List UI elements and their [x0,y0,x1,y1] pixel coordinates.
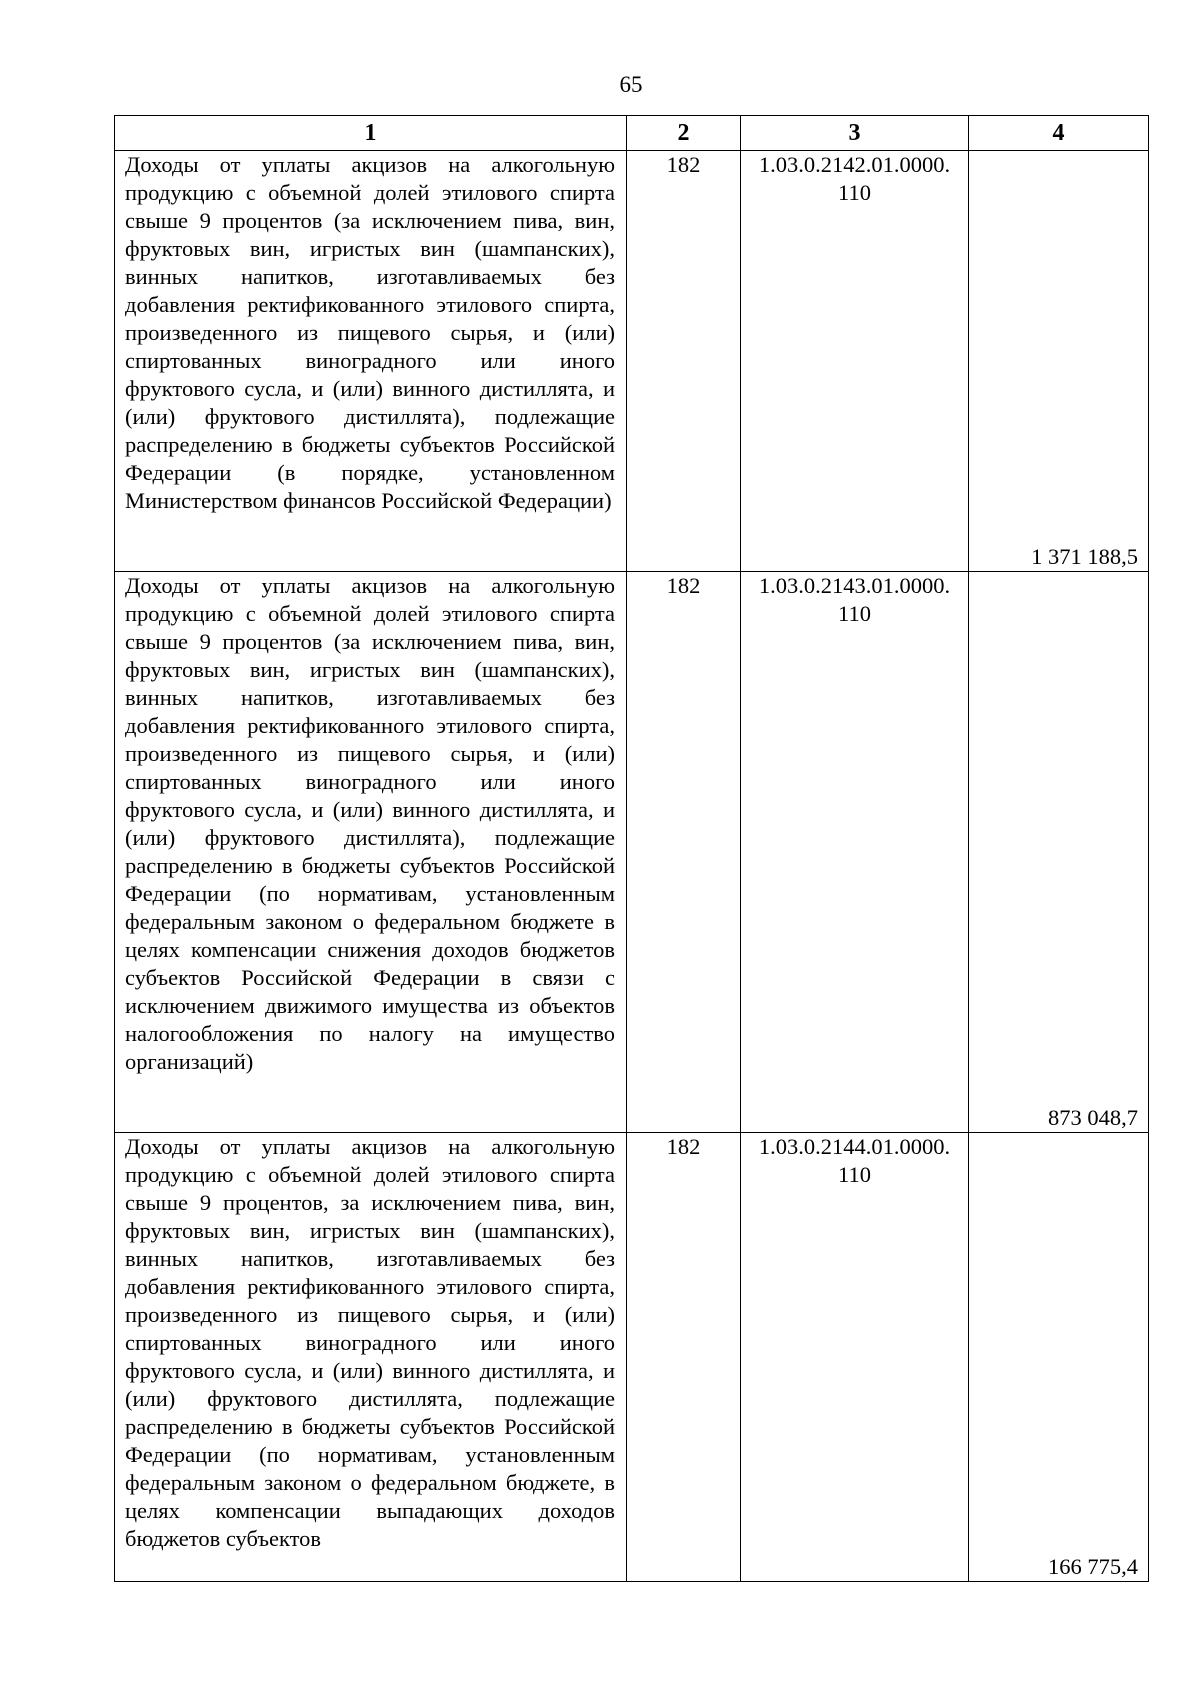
revenue-description-cell [115,151,627,572]
revenue-description-cell [115,572,627,1133]
column-header-3: 3 [741,116,969,151]
revenue-table [114,115,1149,1582]
kbk-code-line1: 1.03.0.2142.01.0000. [758,152,951,177]
kbk-code-cell [741,1133,969,1582]
page-number: 65 [619,72,643,97]
table-row [115,572,1149,1133]
amount-cell: 166 775,4 [969,1133,1149,1582]
admin-code-cell: 182 [627,1133,741,1582]
column-header-1: 1 [115,116,627,151]
table-row [115,151,1149,572]
revenue-description: Доходы от уплаты акцизов на алкогольную продукцию с объемной долей этилового спирта свыше 9 процентов (за исключением пива, вин, фруктовых вин, игристых вин (шампанских), винных напитков, изготавливаемых без добавления ректификованного этилового спирта, произведенного из пищевого сырья, и (или) спиртованных виноградного или иного фруктового сусла, и (или) винного дистиллята, и (или) фруктового дистиллята), подлежащие распределению в бюджеты субъектов Российской Федерации (в порядке, установленном Министерством финансов Российской Федерации) [125,152,615,513]
revenue-description-cell [115,1133,627,1582]
kbk-code-cell [741,151,969,572]
revenue-description: Доходы от уплаты акцизов на алкогольную продукцию с объемной долей этилового спирта свыше 9 процентов (за исключением пива, вин, фруктовых вин, игристых вин (шампанских), винных напитков, изготавливаемых без добавления ректификованного этилового спирта, произведенного из пищевого сырья, и (или) спиртованных виноградного или иного фруктового сусла, и (или) винного дистиллята, и (или) фруктового дистиллята), подлежащие распределению в бюджеты субъектов Российской Федерации (по нормативам, установленным федеральным законом о федеральном бюджете в целях компенсации снижения доходов бюджетов субъектов Российской Федерации в связи с исключением движимого имущества из объектов налогообложения по налогу на имущество организаций) [125,573,615,1074]
kbk-code-line1: 1.03.0.2144.01.0000. [758,1134,951,1159]
kbk-code-line2: 110 [838,601,871,626]
table-header-row [115,116,1149,151]
table-row [115,1133,1149,1582]
kbk-code-cell [741,572,969,1133]
kbk-code-line2: 110 [838,1162,871,1187]
column-header-4: 4 [969,116,1149,151]
kbk-code-line2: 110 [838,180,871,205]
admin-code-cell: 182 [627,151,741,572]
amount-cell: 873 048,7 [969,572,1149,1133]
revenue-description: Доходы от уплаты акцизов на алкогольную продукцию с объемной долей этилового спирта свыше 9 процентов, за исключением пива, вин, фруктовых вин, игристых вин (шампанских), винных напитков, изготавливаемых без добавления ректификованного этилового спирта, произведенного из пищевого сырья, и (или) спиртованных виноградного или иного фруктового сусла, и (или) винного дистиллята, и (или) фруктового дистиллята, подлежащие распределению в бюджеты субъектов Российской Федерации (по нормативам, установленным федеральным законом о федеральном бюджете, в целях компенсации выпадающих доходов бюджетов субъектов [125,1134,615,1551]
amount-cell: 1 371 188,5 [969,151,1149,572]
kbk-code-line1: 1.03.0.2143.01.0000. [758,573,951,598]
admin-code-cell: 182 [627,572,741,1133]
column-header-2: 2 [627,116,741,151]
